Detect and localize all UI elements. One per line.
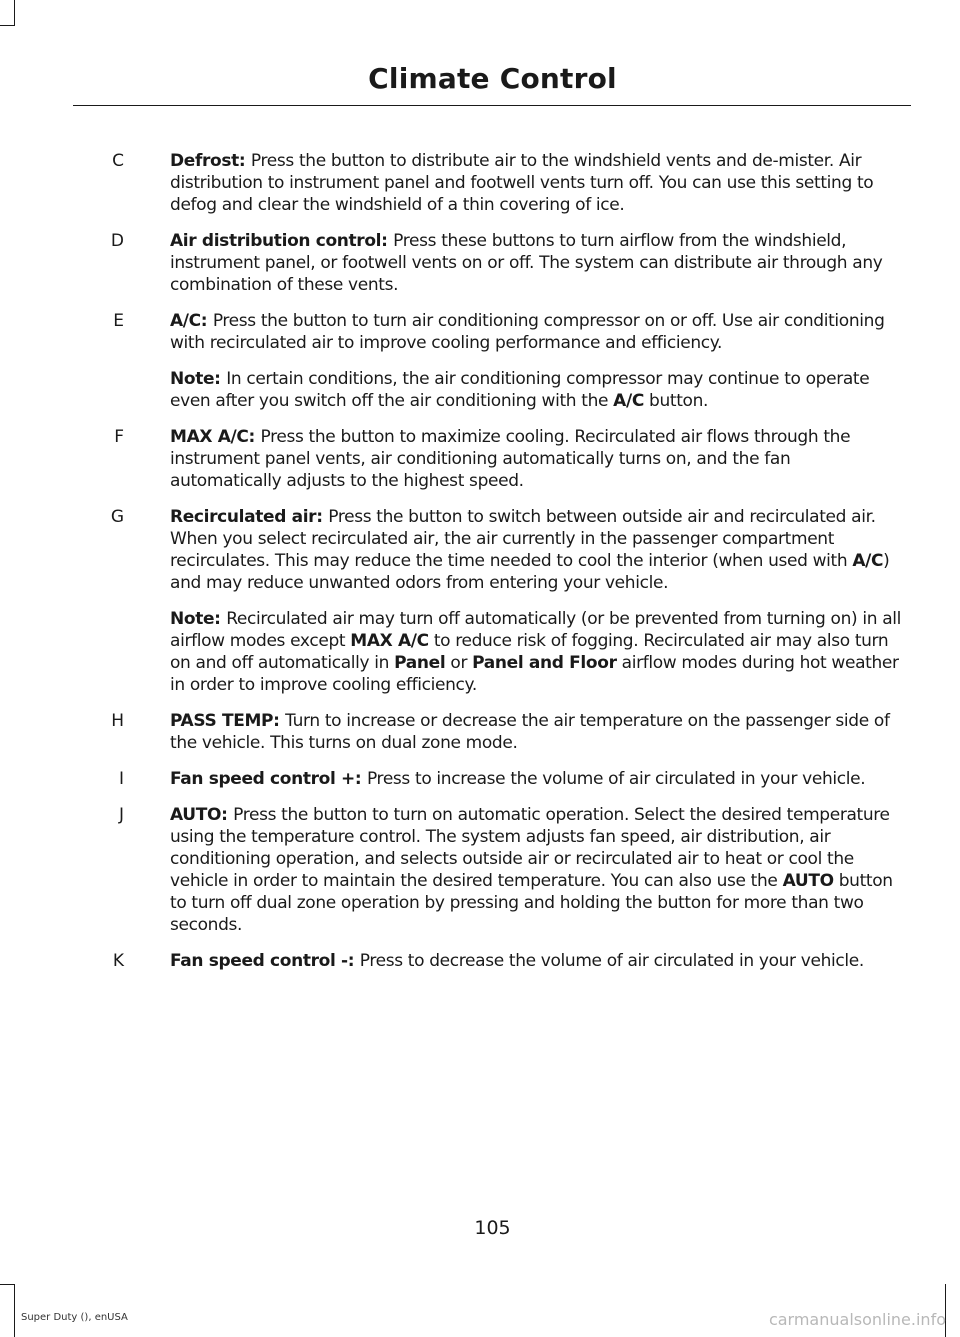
bold-term: Panel	[394, 653, 446, 673]
legend-entry	[0, 710, 960, 754]
text-run: button to turn off dual zone operation by pressing and holding the button for more than two seconds.	[170, 871, 893, 935]
entry-letter: H	[111, 711, 124, 731]
bold-term: PASS TEMP:	[170, 711, 286, 731]
bold-term: MAX A/C	[350, 631, 429, 651]
bold-term: Air distribution control:	[170, 231, 394, 251]
legend-entry	[0, 150, 960, 216]
entry-letter: F	[114, 427, 124, 447]
legend-list	[0, 150, 960, 986]
page-title: Climate Control	[368, 62, 617, 95]
entry-description	[170, 710, 904, 754]
bold-term: A/C	[852, 551, 884, 571]
entry-description	[170, 768, 904, 790]
bold-term: Fan speed control -:	[170, 951, 360, 971]
text-run: button.	[643, 391, 709, 411]
text-run: airflow modes during hot weather in order to improve cooling efficiency.	[170, 653, 899, 695]
bold-term: Note:	[170, 609, 227, 629]
bold-term: Fan speed control +:	[170, 769, 367, 789]
crop-mark	[0, 25, 15, 26]
legend-entry	[0, 950, 960, 972]
text-run: Press to increase the volume of air circulated in your vehicle.	[366, 769, 866, 789]
text-run: Press the button to switch between outside air and recirculated air. When you select recirculated air, the air currently in the passenger compartment recirculates. This may reduce the time needed to cool the interior (when used with	[170, 507, 876, 571]
legend-entry	[0, 310, 960, 412]
bold-term: AUTO:	[170, 805, 234, 825]
entry-description	[170, 506, 904, 594]
page-number: 105	[474, 1217, 511, 1239]
text-run: to reduce risk of fogging. Recirculated air may also turn on and off automatically in	[170, 631, 889, 673]
entry-description	[170, 230, 904, 296]
text-run: Press the button to turn on automatic operation. Select the desired temperature using the temperature control. The system adjusts fan speed, air distribution, air conditioning operation, and selects outside air or recirculated air to heat or cool the vehicle in order to maintain the desired temperature. You can also use the	[170, 805, 890, 891]
crop-mark	[0, 1284, 15, 1285]
entry-letter: D	[110, 231, 124, 251]
bold-term: Panel and Floor	[472, 653, 617, 673]
entry-note	[170, 608, 904, 696]
text-run: Press these buttons to turn airflow from the windshield, instrument panel, or footwell vents on or off. The system can distribute air through any combination of these vents.	[170, 231, 883, 295]
entry-description	[170, 310, 904, 354]
legend-entry	[0, 426, 960, 492]
text-run: Press to decrease the volume of air circulated in your vehicle.	[359, 951, 864, 971]
bold-term: A/C	[613, 391, 644, 411]
entry-description	[170, 150, 904, 216]
bold-term: Recirculated air:	[170, 507, 329, 527]
text-run: Press the button to turn air conditioning compressor on or off. Use air conditioning with recirculated air to improve cooling performance and efficiency.	[170, 311, 885, 353]
entry-description	[170, 804, 904, 936]
bold-term: AUTO	[782, 871, 834, 891]
watermark: carmanualsonline.info	[768, 1310, 946, 1329]
text-run: In certain conditions, the air conditioning compressor may continue to operate even after you switch off the air conditioning with the	[170, 369, 870, 411]
crop-mark	[14, 1284, 15, 1337]
text-run: or	[445, 653, 473, 673]
text-run: Press the button to maximize cooling. Recirculated air flows through the instrument panel vents, air conditioning automatically turns on, and the fan automatically adjusts to the highest speed.	[170, 427, 851, 491]
header-divider	[73, 105, 911, 106]
legend-entry	[0, 230, 960, 296]
crop-mark	[14, 0, 15, 26]
entry-letter: J	[118, 805, 124, 825]
entry-note	[170, 368, 904, 412]
text-run: Recirculated air may turn off automatically (or be prevented from turning on) in all airflow modes except	[170, 609, 902, 651]
entry-description	[170, 950, 904, 972]
entry-letter: G	[110, 507, 124, 527]
text-run: Turn to increase or decrease the air temperature on the passenger side of the vehicle. This turns on dual zone mode.	[170, 711, 890, 753]
entry-letter: K	[112, 951, 124, 971]
bold-term: MAX A/C:	[170, 427, 261, 447]
bold-term: A/C:	[170, 311, 213, 331]
footer-text: Super Duty (), enUSA	[21, 1312, 128, 1323]
legend-entry	[0, 768, 960, 790]
entry-letter: I	[118, 769, 124, 789]
text-run: ) and may reduce unwanted odors from entering your vehicle.	[170, 551, 890, 593]
bold-term: Note:	[170, 369, 227, 389]
bold-term: Defrost:	[170, 151, 251, 171]
entry-letter: C	[112, 151, 124, 171]
text-run: Press the button to distribute air to the windshield vents and de-mister. Air distribution to instrument panel and footwell vents turn off. You can use this setting to defog and clear the windshield of a thin covering of ice.	[170, 151, 874, 215]
legend-entry	[0, 804, 960, 936]
legend-entry	[0, 506, 960, 696]
entry-description	[170, 426, 904, 492]
entry-letter: E	[113, 311, 124, 331]
